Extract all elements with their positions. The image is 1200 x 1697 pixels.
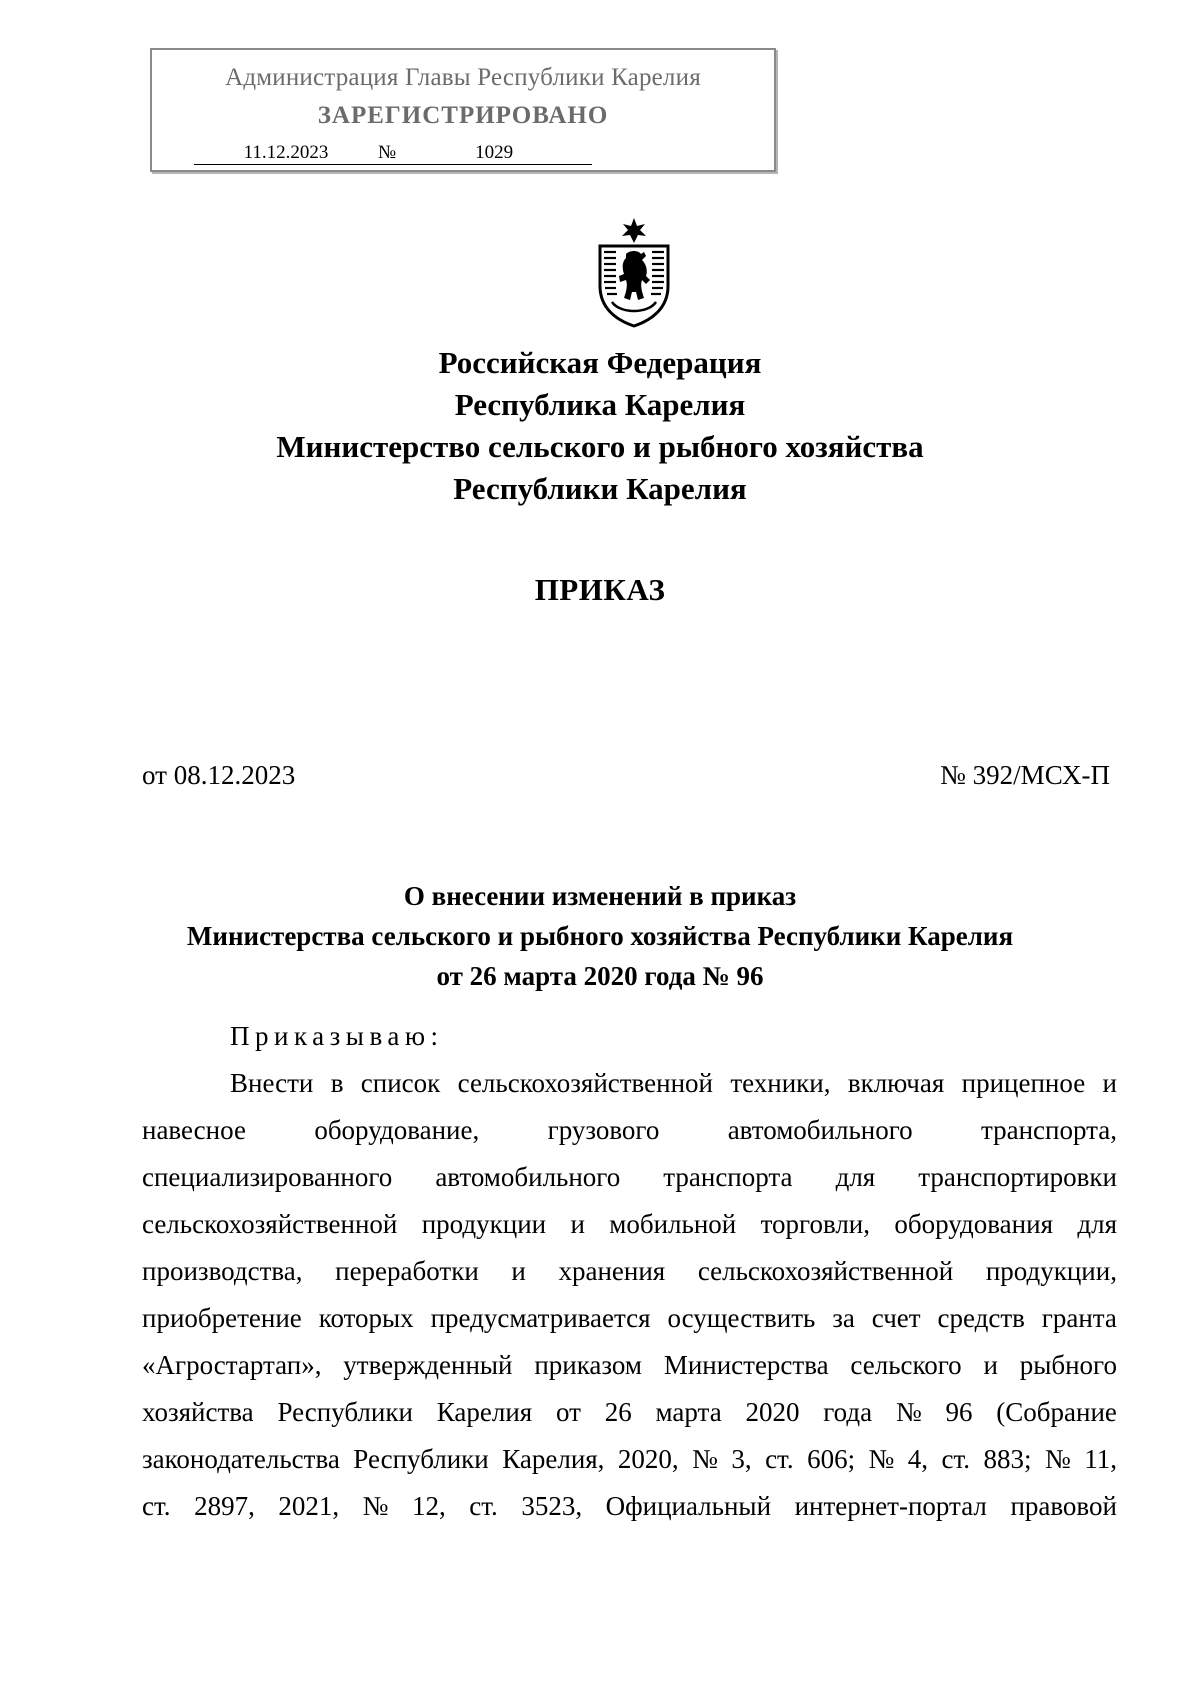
body-line (142, 1107, 1117, 1154)
body-word: 606; (807, 1444, 856, 1474)
body-line-words (142, 1389, 1117, 1436)
body-word: № (692, 1444, 718, 1474)
body-word: интернет-портал (794, 1491, 987, 1521)
body-word: продукции (421, 1209, 547, 1239)
body-word: автомобильного (435, 1162, 621, 1192)
body-word: «Агростартап», (142, 1350, 322, 1380)
body-word: ст. (765, 1444, 794, 1474)
order-directive: Приказываю: (230, 1021, 444, 1051)
body-line-words (142, 1295, 1117, 1342)
body-word: Министерства (663, 1350, 829, 1380)
stamp-date: 11.12.2023 (194, 142, 378, 165)
body-word: навесное (142, 1115, 246, 1145)
body-word: 26 (604, 1397, 632, 1427)
stamp-registration-line (194, 142, 592, 165)
body-word: сельского (850, 1350, 962, 1380)
body-word: 883; (983, 1444, 1032, 1474)
body-word: сельскохозяйственной (697, 1256, 954, 1286)
body-word: 96 (945, 1397, 973, 1427)
body-word: № (895, 1397, 922, 1427)
body-word: включая (847, 1068, 945, 1098)
body-line-words (142, 1483, 1117, 1530)
body-line-words (142, 1436, 1117, 1483)
body-word: Карелия, (502, 1444, 605, 1474)
body-word: и (511, 1256, 526, 1286)
body-word: 12, (411, 1491, 446, 1521)
body-line (142, 1248, 1117, 1295)
body-line (142, 1483, 1117, 1530)
body-word: 2021, (278, 1491, 340, 1521)
header-republic: Республика Карелия (454, 387, 746, 422)
body-word: за (832, 1303, 855, 1333)
body-word: переработки (335, 1256, 479, 1286)
body-word: средств (937, 1303, 1025, 1333)
body-word: хозяйства (142, 1397, 254, 1427)
body-word: рыбного (1019, 1350, 1117, 1380)
body-word: техники, (730, 1068, 831, 1098)
body-word: оборудование, (314, 1115, 480, 1145)
body-line-words (142, 1107, 1117, 1154)
order-date: от 08.12.2023 (142, 760, 296, 790)
stamp-number-sign: № (378, 142, 397, 163)
subject-line-3: от 26 марта 2020 года № 96 (436, 961, 764, 991)
body-word: № (362, 1491, 389, 1521)
body-line (142, 1295, 1117, 1342)
body-word: Внести (230, 1068, 314, 1098)
order-subject (0, 876, 1200, 996)
body-word: список (360, 1068, 441, 1098)
body-line (142, 1389, 1117, 1436)
body-word: № (1044, 1444, 1071, 1474)
body-word: сельскохозяйственной (457, 1068, 713, 1098)
body-word: прицепное (961, 1068, 1086, 1098)
body-word: 2020 (745, 1397, 800, 1427)
body-word: осуществить (667, 1303, 816, 1333)
body-word: 2897, (194, 1491, 255, 1521)
order-number: № 392/МСХ-П (940, 760, 1110, 790)
body-word: Карелия (436, 1397, 533, 1427)
body-word: сельскохозяйственной (142, 1209, 398, 1239)
body-word: приказом (534, 1350, 642, 1380)
body-word: которых (318, 1303, 414, 1333)
order-body (142, 1060, 1117, 1530)
body-word: транспорта (663, 1162, 793, 1192)
body-word: марта (655, 1397, 722, 1427)
body-word: грузового (547, 1115, 660, 1145)
body-word: от (555, 1397, 581, 1427)
body-word: для (835, 1162, 876, 1192)
body-word: 3, (731, 1444, 752, 1474)
body-word: и (1102, 1068, 1117, 1098)
subject-line-1: О внесении изменений в приказ (403, 881, 797, 911)
body-line (142, 1060, 1117, 1107)
body-word: ст. (142, 1491, 171, 1521)
body-word: № (868, 1444, 895, 1474)
body-word: продукции, (985, 1256, 1117, 1286)
body-word: года (823, 1397, 873, 1427)
body-word: торговли, (760, 1209, 871, 1239)
document-header (0, 342, 1200, 510)
body-word: предусматривается (430, 1303, 651, 1333)
subject-line-2: Министерства сельского и рыбного хозяйства Республики Карелия (186, 921, 1014, 951)
body-word: утвержденный (343, 1350, 513, 1380)
karelia-coat-of-arms-icon (586, 216, 682, 328)
body-line-words (230, 1060, 1117, 1107)
body-line (142, 1342, 1117, 1389)
body-word: оборудования (894, 1209, 1053, 1239)
registration-stamp (150, 48, 776, 172)
body-word: Республики (277, 1397, 413, 1427)
body-word: транспорта, (980, 1115, 1117, 1145)
body-word: хранения (558, 1256, 666, 1286)
body-word: и (570, 1209, 585, 1239)
body-word: счет (871, 1303, 921, 1333)
body-line-words (142, 1248, 1117, 1295)
body-word: ст. (941, 1444, 971, 1474)
body-word: и (983, 1350, 998, 1380)
body-word: (Собрание (996, 1397, 1117, 1427)
body-word: Республики (353, 1444, 489, 1474)
body-line-words (142, 1154, 1117, 1201)
body-word: 2020, (617, 1444, 679, 1474)
body-word: приобретение (142, 1303, 302, 1333)
body-line (142, 1154, 1117, 1201)
body-line-words (142, 1201, 1117, 1248)
body-word: 11, (1084, 1444, 1117, 1474)
body-word: 3523, (521, 1491, 583, 1521)
stamp-authority: Администрация Главы Республики Карелия (225, 64, 701, 91)
body-line (142, 1436, 1117, 1483)
header-country: Российская Федерация (438, 345, 762, 380)
stamp-status: ЗАРЕГИСТРИРОВАНО (317, 102, 609, 129)
body-word: гранта (1041, 1303, 1117, 1333)
body-word: транспортировки (918, 1162, 1117, 1192)
body-word: в (330, 1068, 344, 1098)
body-word: мобильной (609, 1209, 737, 1239)
order-title: ПРИКАЗ (534, 572, 666, 607)
stamp-number: 1029 (396, 142, 592, 165)
body-word: ст. (469, 1491, 498, 1521)
body-word: 4, (907, 1444, 929, 1474)
body-word: правовой (1010, 1491, 1117, 1521)
header-ministry: Министерство сельского и рыбного хозяйства (276, 429, 924, 464)
body-word: специализированного (142, 1162, 393, 1192)
header-ministry-republic: Республики Карелия (453, 471, 747, 506)
body-word: производства, (142, 1256, 303, 1286)
body-word: автомобильного (727, 1115, 913, 1145)
body-word: законодательства (142, 1444, 340, 1474)
body-word: Официальный (605, 1491, 772, 1521)
body-line (142, 1201, 1117, 1248)
body-line-words (142, 1342, 1117, 1389)
body-word: для (1077, 1209, 1117, 1239)
